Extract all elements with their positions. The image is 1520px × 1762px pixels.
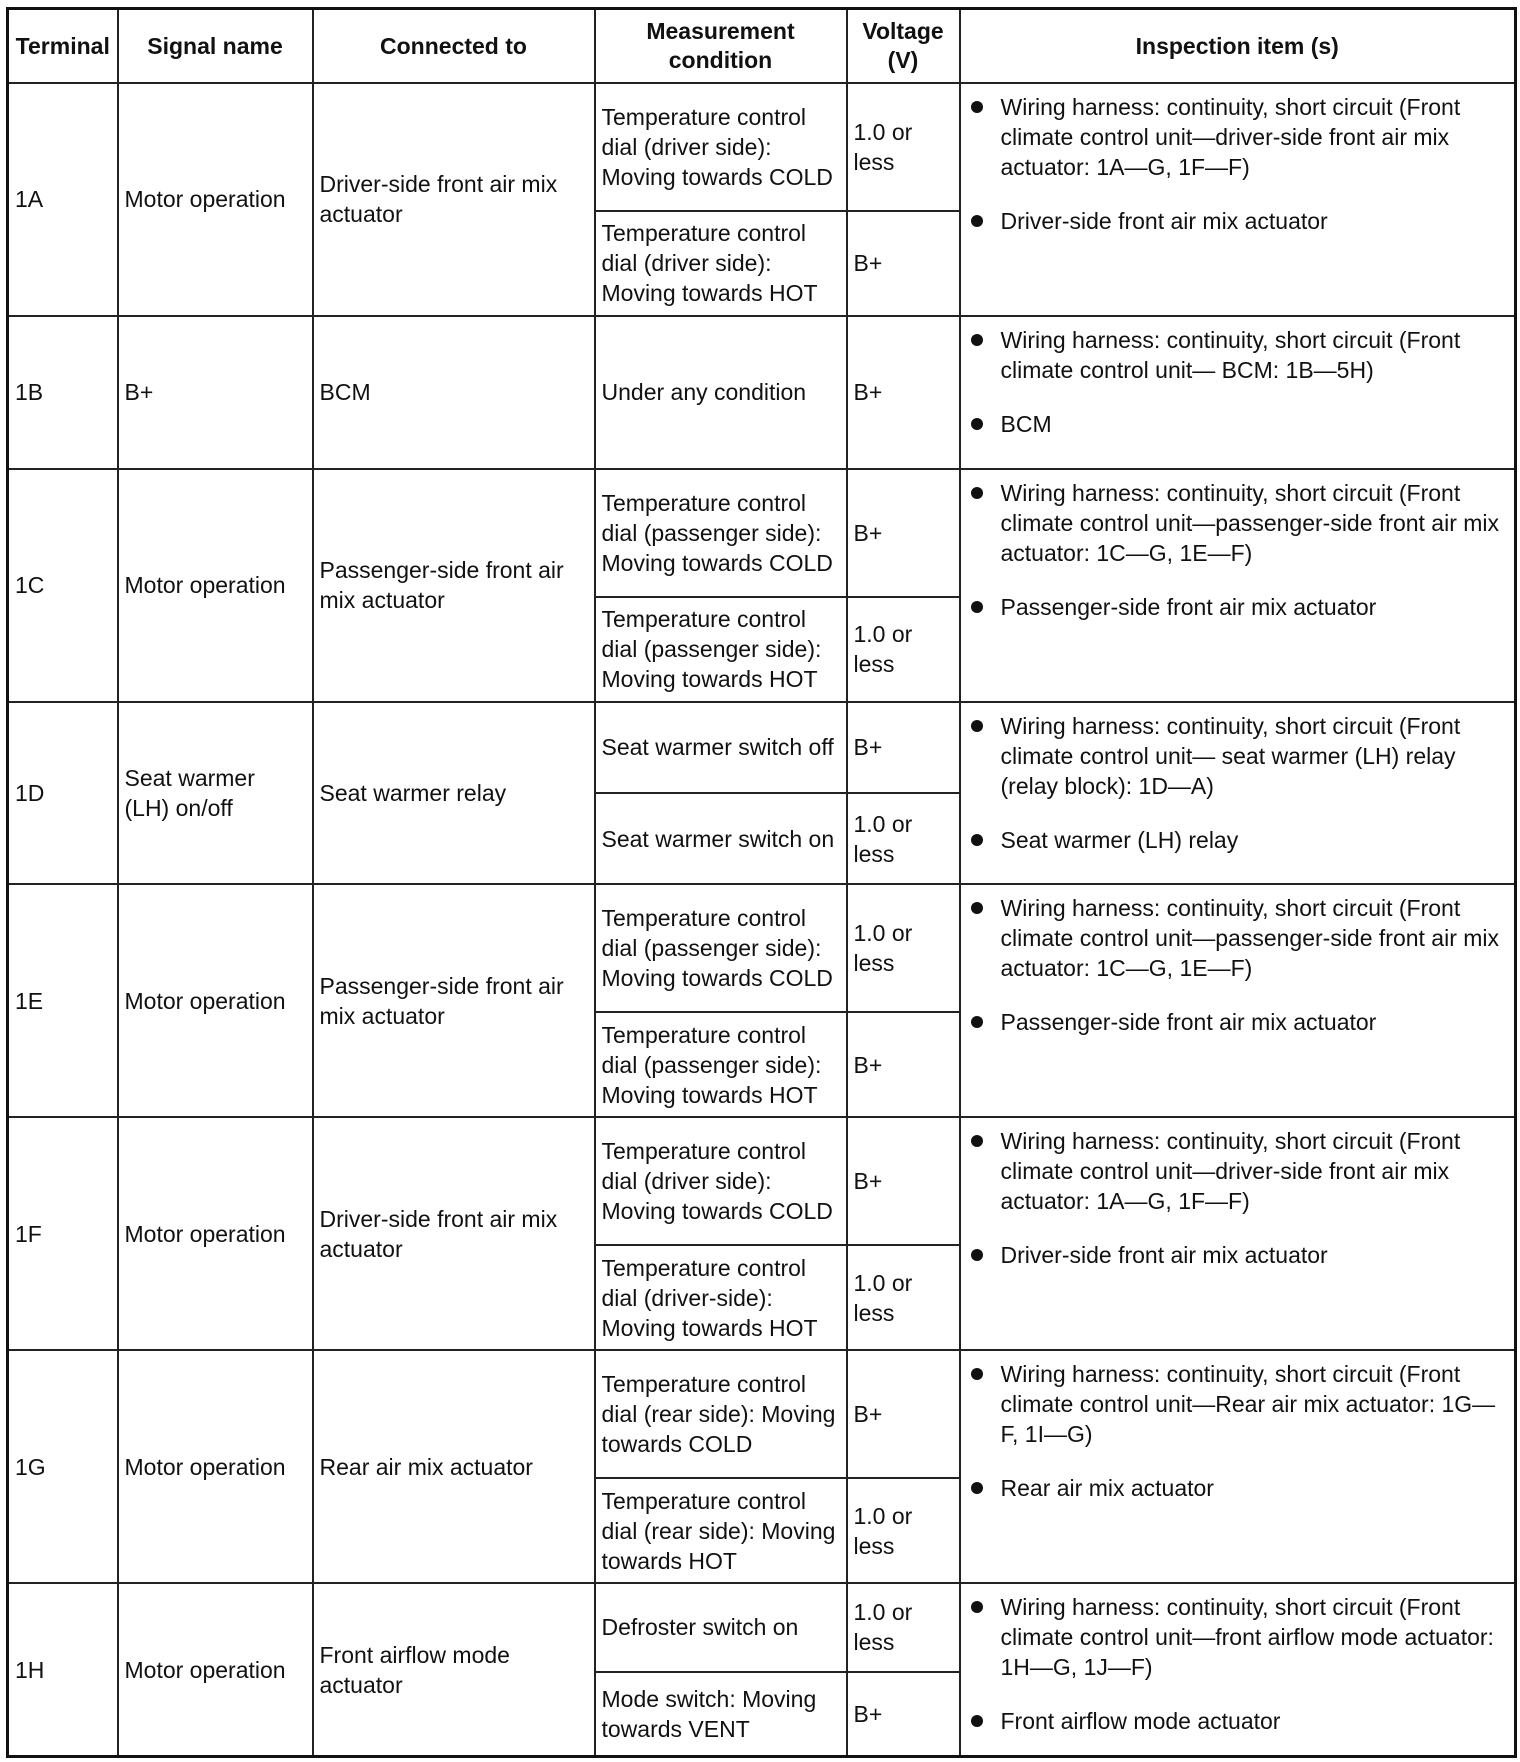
inspection-items-cell: [960, 1350, 1516, 1583]
voltage-cell: 1.0 or less: [847, 1583, 960, 1671]
voltage-cell: 1.0 or less: [847, 83, 960, 211]
terminal-cell: 1G: [8, 1350, 118, 1583]
inspection-item: Wiring harness: continuity, short circuit (Front climate control unit— BCM: 1B—5H): [1001, 325, 1505, 385]
inspection-list: [1001, 711, 1505, 855]
voltage-cell: 1.0 or less: [847, 1478, 960, 1583]
voltage-cell: B+: [847, 1672, 960, 1757]
inspection-item: Wiring harness: continuity, short circuit (Front climate control unit—driver-side front air mix actuator: 1A—G, 1F—F): [1001, 1126, 1505, 1216]
terminal-inspection-table: [6, 7, 1517, 1758]
inspection-item: Passenger-side front air mix actuator: [1001, 592, 1505, 622]
measurement-condition-cell: Temperature control dial (rear side): Moving towards HOT: [595, 1478, 847, 1583]
terminal-cell: 1B: [8, 316, 118, 469]
inspection-item: Front airflow mode actuator: [1001, 1706, 1505, 1736]
table-row: [8, 702, 1516, 793]
signal-name-cell: B+: [118, 316, 313, 469]
inspection-item: Wiring harness: continuity, short circuit (Front climate control unit— seat warmer (LH) relay (relay block): 1D—A): [1001, 711, 1505, 801]
measurement-condition-cell: Defroster switch on: [595, 1583, 847, 1671]
terminal-cell: 1C: [8, 469, 118, 702]
voltage-cell: 1.0 or less: [847, 597, 960, 702]
inspection-list: [1001, 1359, 1505, 1503]
voltage-cell: 1.0 or less: [847, 793, 960, 885]
inspection-items-cell: [960, 83, 1516, 316]
inspection-list: [1001, 1126, 1505, 1270]
voltage-cell: B+: [847, 1350, 960, 1478]
measurement-condition-cell: Mode switch: Moving towards VENT: [595, 1672, 847, 1757]
inspection-list: [1001, 325, 1505, 439]
terminal-cell: 1E: [8, 884, 118, 1117]
signal-name-cell: Seat warmer (LH) on/off: [118, 702, 313, 885]
voltage-cell: 1.0 or less: [847, 1245, 960, 1350]
terminal-cell: 1D: [8, 702, 118, 885]
inspection-item: Wiring harness: continuity, short circuit (Front climate control unit—Rear air mix actuator: 1G—F, 1I—G): [1001, 1359, 1505, 1449]
header-inspection-items: Inspection item (s): [960, 9, 1516, 84]
inspection-item: Driver-side front air mix actuator: [1001, 1240, 1505, 1270]
table-row: [8, 884, 1516, 1012]
inspection-items-cell: [960, 316, 1516, 469]
table-body: [8, 83, 1516, 1757]
voltage-cell: B+: [847, 1012, 960, 1117]
inspection-items-cell: [960, 702, 1516, 885]
header-signal-name: Signal name: [118, 9, 313, 84]
terminal-cell: 1H: [8, 1583, 118, 1756]
signal-name-cell: Motor operation: [118, 1583, 313, 1756]
measurement-condition-cell: Temperature control dial (driver side): Moving towards COLD: [595, 83, 847, 211]
table-header-row: [8, 9, 1516, 84]
inspection-list: [1001, 893, 1505, 1037]
connected-to-cell: Front airflow mode actuator: [313, 1583, 595, 1756]
connected-to-cell: Rear air mix actuator: [313, 1350, 595, 1583]
table-row: [8, 316, 1516, 469]
measurement-condition-cell: Temperature control dial (passenger side): Moving towards HOT: [595, 597, 847, 702]
signal-name-cell: Motor operation: [118, 83, 313, 316]
measurement-condition-cell: Seat warmer switch on: [595, 793, 847, 885]
inspection-list: [1001, 478, 1505, 622]
voltage-cell: B+: [847, 316, 960, 469]
inspection-item: Wiring harness: continuity, short circuit (Front climate control unit—front airflow mode actuator: 1H—G, 1J—F): [1001, 1592, 1505, 1682]
table-row: [8, 83, 1516, 211]
inspection-item: Seat warmer (LH) relay: [1001, 825, 1505, 855]
measurement-condition-cell: Seat warmer switch off: [595, 702, 847, 793]
signal-name-cell: Motor operation: [118, 1350, 313, 1583]
terminal-cell: 1A: [8, 83, 118, 316]
inspection-item: Wiring harness: continuity, short circuit (Front climate control unit—passenger-side front air mix actuator: 1C—G, 1E—F): [1001, 893, 1505, 983]
inspection-items-cell: [960, 469, 1516, 702]
voltage-cell: 1.0 or less: [847, 884, 960, 1012]
signal-name-cell: Motor operation: [118, 469, 313, 702]
measurement-condition-cell: Temperature control dial (driver-side): Moving towards HOT: [595, 1245, 847, 1350]
signal-name-cell: Motor operation: [118, 884, 313, 1117]
connected-to-cell: Seat warmer relay: [313, 702, 595, 885]
header-terminal: Terminal: [8, 9, 118, 84]
connected-to-cell: Passenger-side front air mix actuator: [313, 884, 595, 1117]
inspection-list: [1001, 92, 1505, 236]
connected-to-cell: BCM: [313, 316, 595, 469]
measurement-condition-cell: Temperature control dial (passenger side): Moving towards HOT: [595, 1012, 847, 1117]
voltage-cell: B+: [847, 469, 960, 597]
measurement-condition-cell: Temperature control dial (rear side): Moving towards COLD: [595, 1350, 847, 1478]
inspection-items-cell: [960, 884, 1516, 1117]
table-row: [8, 469, 1516, 597]
inspection-item: Rear air mix actuator: [1001, 1473, 1505, 1503]
connected-to-cell: Driver-side front air mix actuator: [313, 1117, 595, 1350]
inspection-item: Passenger-side front air mix actuator: [1001, 1007, 1505, 1037]
measurement-condition-cell: Temperature control dial (driver side): Moving towards COLD: [595, 1117, 847, 1245]
header-voltage: Voltage (V): [847, 9, 960, 84]
inspection-item: Wiring harness: continuity, short circuit (Front climate control unit—driver-side front air mix actuator: 1A—G, 1F—F): [1001, 92, 1505, 182]
connected-to-cell: Passenger-side front air mix actuator: [313, 469, 595, 702]
inspection-list: [1001, 1592, 1505, 1736]
inspection-item: Driver-side front air mix actuator: [1001, 206, 1505, 236]
terminal-cell: 1F: [8, 1117, 118, 1350]
table-row: [8, 1350, 1516, 1478]
voltage-cell: B+: [847, 702, 960, 793]
connected-to-cell: Driver-side front air mix actuator: [313, 83, 595, 316]
table-row: [8, 1117, 1516, 1245]
inspection-item: BCM: [1001, 409, 1505, 439]
measurement-condition-cell: Under any condition: [595, 316, 847, 469]
inspection-items-cell: [960, 1117, 1516, 1350]
inspection-item: Wiring harness: continuity, short circuit (Front climate control unit—passenger-side front air mix actuator: 1C—G, 1E—F): [1001, 478, 1505, 568]
measurement-condition-cell: Temperature control dial (passenger side): Moving towards COLD: [595, 469, 847, 597]
voltage-cell: B+: [847, 1117, 960, 1245]
header-connected-to: Connected to: [313, 9, 595, 84]
inspection-items-cell: [960, 1583, 1516, 1756]
measurement-condition-cell: Temperature control dial (driver side): Moving towards HOT: [595, 211, 847, 316]
measurement-condition-cell: Temperature control dial (passenger side): Moving towards COLD: [595, 884, 847, 1012]
voltage-cell: B+: [847, 211, 960, 316]
signal-name-cell: Motor operation: [118, 1117, 313, 1350]
table-row: [8, 1583, 1516, 1671]
header-measurement-condition: Measurement condition: [595, 9, 847, 84]
